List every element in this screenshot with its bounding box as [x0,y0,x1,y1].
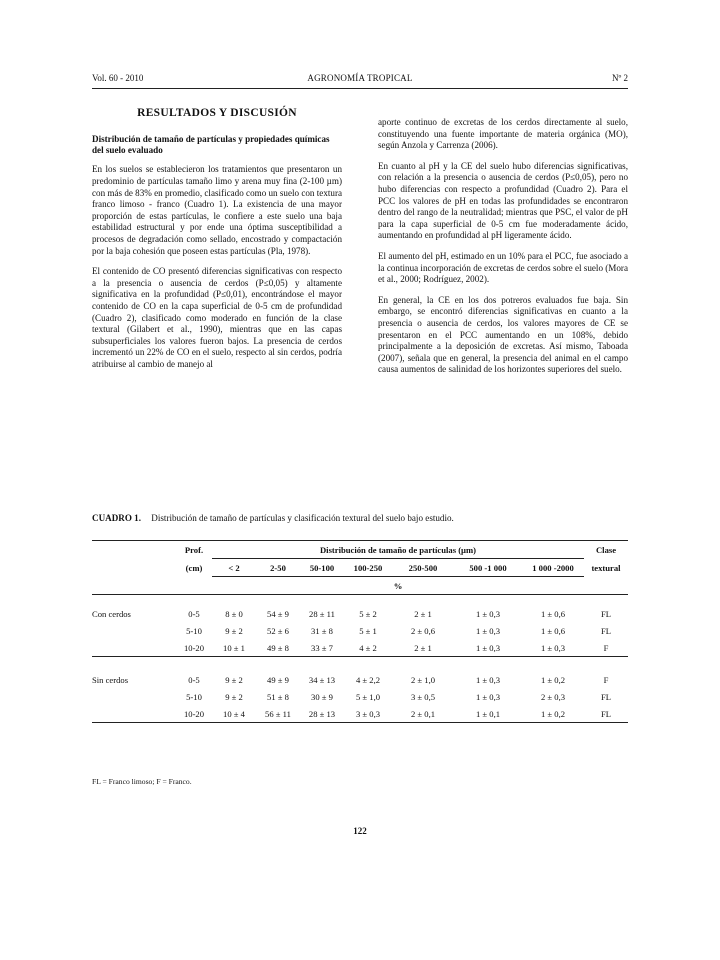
table-cell: 1 ± 0,3 [475,674,501,685]
table-header-col: 500 -1 000 [454,559,522,577]
table-row [92,639,628,657]
table-cell: 1 ± 0,1 [454,705,522,723]
header-journal: AGRONOMÍA TROPICAL [307,73,413,83]
paragraph: En cuanto al pH y la CE del suelo hubo diferencias significativas, con relación a la presencia o ausencia de cerdos (P≤0,05), pero no hubo diferencias con respecto a profundidad (Cuadro 2). Para el PCC los valores de pH en todas las profundidades se encontraron dentro del rango de la neutralidad; mientras que PSC, el valor de pH para la capa superficial de 0-5 cm fue moderadamente ácido, aumentando en profundidad al pH ligeramente ácido. [378,160,628,241]
paragraph: El contenido de CO presentó diferencias significativas con respecto a la presencia o ausencia de cerdos (P≤0,05) y altamente significativa en la profundidad (P≤0,01), encontrándose el mayor contenido de CO en la capa superficial de 0-5 cm de profundidad (Cuadro 2), clasificado como moderado en función de la clase textural (Gilabert et al., 1990), mientras que en las capas subsuperficiales los valores fueron bajos. La presencia de cerdos incrementó un 22% de CO en el suelo, respecto al sin cerdos, podría atribuirse al cambio de manejo al [92,266,342,369]
table-cell: 10 ± 1 [212,639,256,657]
page-number: 122 [353,826,367,836]
table-cell-clase: F [603,674,609,685]
header-issue: Nº 2 [611,73,628,83]
table-cell: 30 ± 9 [311,691,333,702]
table-cell: 52 ± 6 [267,625,289,636]
table-row [92,605,628,622]
table-cell: 2 ± 0,3 [540,691,566,702]
table-group-label [92,639,176,657]
table-cell-prof: 5-10 [186,625,202,636]
table-group-label [92,705,176,723]
table-cell: 10 ± 4 [212,705,256,723]
table-cell: 5 ± 1,0 [355,691,381,702]
table-cell-prof: 0-5 [188,608,200,619]
table-cell-clase: F [584,639,628,657]
table-cell: 4 ± 2,2 [355,674,381,685]
table-cell: 1 ± 0,3 [475,625,501,636]
table-cell-clase: FL [600,691,612,702]
table-caption-label: CUADRO 1. [92,513,142,523]
table-row [92,671,628,688]
table-cell: 1 ± 0,3 [475,691,501,702]
table-cell: 1 ± 0,3 [475,608,501,619]
table-row [92,705,628,723]
table-header-percent: % [212,577,584,595]
table-row [92,622,628,639]
table-cell: 2 ± 1,0 [410,674,436,685]
table-cell: 1 ± 0,2 [522,705,584,723]
table-group-label [92,688,176,705]
table-header-col: 100-250 [344,559,392,577]
table-cell-clase: FL [600,625,612,636]
section-title: RESULTADOS Y DISCUSIÓN [137,107,297,119]
table-header-prof: Prof. [176,541,212,559]
table-cell: 2 ± 0,1 [392,705,454,723]
paragraph: El aumento del pH, estimado en un 10% para el PCC, fue asociado a la continua incorporación de excretas de cerdos sobre el suelo (Mora et al., 2000; Rodríguez, 2002). [378,250,628,285]
table-cell: 51 ± 8 [267,691,289,702]
table-cell: 49 ± 9 [267,674,289,685]
table-body [92,595,628,728]
table-cell-prof: 5-10 [186,691,202,702]
table-cell: 56 ± 11 [256,705,300,723]
table-group-label [92,622,176,639]
table-cell: 9 ± 2 [225,625,243,636]
table-cell-prof: 0-5 [188,674,200,685]
table-cell: 2 ± 0,6 [410,625,436,636]
subsection-title: Distribución de tamaño de partículas y propiedades químicas del suelo evaluado [92,133,330,155]
table-cell: 5 ± 2 [359,608,377,619]
table-caption [92,513,628,523]
table-cell-clase: FL [600,608,612,619]
table-header-col: 50-100 [300,559,344,577]
table-cell: 1 ± 0,3 [522,639,584,657]
table-cell: 34 ± 13 [308,674,336,685]
table-cell: 33 ± 7 [300,639,344,657]
table-group-label: Sin cerdos [92,674,129,685]
particle-size-table [92,540,628,727]
table-cell: 28 ± 13 [300,705,344,723]
table-cell: 3 ± 0,3 [344,705,392,723]
table-cell: 1 ± 0,2 [540,674,566,685]
table-cell-prof: 10-20 [176,639,212,657]
table-cell: 49 ± 8 [256,639,300,657]
table-cell: 9 ± 2 [225,691,243,702]
table-cell: 1 ± 0,6 [540,608,566,619]
table-header-col: 2-50 [256,559,300,577]
table-row [92,688,628,705]
table-header-prof-unit: (cm) [185,562,203,573]
table-header-col: 250-500 [392,559,454,577]
table-header-clase: Clase [584,541,628,559]
right-column [378,117,628,385]
paragraph: En los suelos se establecieron los tratamientos que presentaron un predominio de partículas tamaño limo y arena muy fina (2-100 µm) con más de 83% en promedio, clasificado como un suelo con textura franco limoso - franco (Cuadro 1). La existencia de una mayor proporción de estas partículas, le confiere a este suelo una baja estabilidad estructural y por ende una óptima susceptibilidad a procesos de degradación como sellado, encostrado y compactación por la baja cohesión que poseen estas partículas (Pla, 1978). [92,164,343,256]
table-cell: 1 ± 0,6 [540,625,566,636]
header-rule [92,88,628,89]
table-footnote: FL = Franco limoso; F = Franco. [92,777,192,786]
table-cell-clase: FL [584,705,628,723]
table-cell: 2 ± 1 [414,608,432,619]
table-caption-text: Distribución de tamaño de partículas y clasificación textural del suelo bajo estudio. [151,513,454,523]
table-cell: 1 ± 0,3 [454,639,522,657]
running-header [92,73,628,87]
table-group-label: Con cerdos [92,608,131,619]
table-cell: 9 ± 2 [225,674,243,685]
table-cell-prof: 10-20 [176,705,212,723]
table-cell: 5 ± 1 [359,625,377,636]
table-cell: 2 ± 1 [392,639,454,657]
table-cell: 3 ± 0,5 [410,691,436,702]
paragraph: En general, la CE en los dos potreros evaluados fue baja. Sin embargo, se encontró diferencias significativas en cuanto a la presencia o ausencia de cerdos, los valores mayores de CE se presentaron en el PCC aumentando en un 108%, debido principalmente a la deposición de excretas. Así mismo, Taboada (2007), señala que en general, la presencia del animal en el campo causa aumentos de salinidad de los horizontes superiores del suelo. [378,294,628,375]
table-header-col: 1 000 -2000 [522,559,584,577]
table-header-empty [92,541,176,559]
paragraph: aporte continuo de excretas de los cerdos directamente al suelo, constituyendo una fuente importante de materia orgánica (MO), según Anzola y Carrenza (2006). [378,117,628,151]
table-cell: 8 ± 0 [225,608,243,619]
table-header-group: Distribución de tamaño de partículas (µm) [212,541,584,559]
header-volume: Vol. 60 - 2010 [92,73,144,83]
table-header-clase-2: textural [591,562,621,573]
table-header-col: < 2 [212,559,256,577]
table-cell: 31 ± 8 [311,625,333,636]
left-column [92,108,342,380]
table-cell: 54 ± 9 [267,608,289,619]
table-cell: 4 ± 2 [344,639,392,657]
table-cell: 28 ± 11 [309,608,335,619]
